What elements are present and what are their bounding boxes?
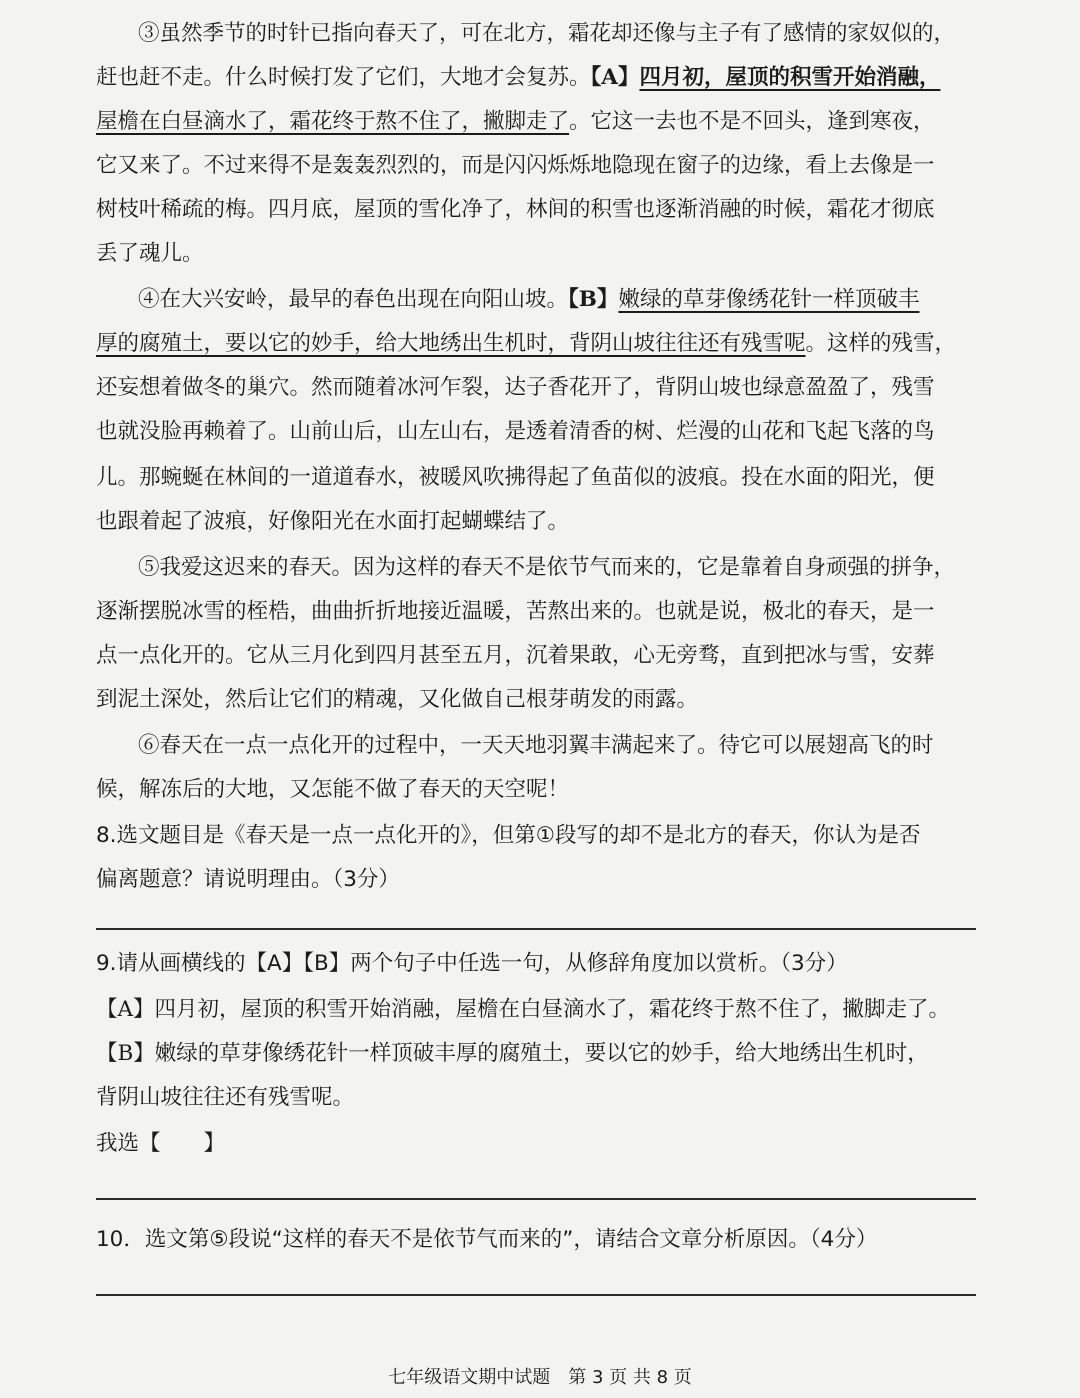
p4-line-6: 也跟着起了波痕，好像阳光在水面打起蝴蝶结了。 [96,509,570,534]
underlined-sentence-b-part1: 嫩绿的草芽像绣花针一样顶破丰 [618,287,920,312]
p4-line-1: ④在大兴安岭，最早的春色出现在向阳山坡。【B】嫩绿的草芽像绣花针一样顶破丰 [138,287,920,312]
underlined-sentence-a-part2: 屋檐在白昼滴水了，霜花终于熬不住了，撇脚走了 [96,109,570,134]
marker-b: 【B】 [568,287,619,312]
p4-line-2: 厚的腐殖土，要以它的妙手，给大地绣出生机时，背阴山坡往往还有残雪呢。这样的残雪， [96,331,957,356]
underlined-sentence-a-part1: 四月初，屋顶的积雪开始消融， [639,65,941,90]
p5-line-2: 逐渐摆脱冰雪的桎梏，曲曲折折地接近温暖，苦熬出来的。也就是说，极北的春天，是一 [96,599,935,624]
question-9-sentence-b-line-2: 背阴山坡往往还有残雪呢。 [96,1085,355,1110]
p3-line-5: 树枝叶稀疏的梅。四月底，屋顶的雪化净了，林间的积雪也逐渐消融的时候，霜花才彻底 [96,197,935,222]
p3-line-6: 丢了魂儿。 [96,241,204,266]
p3-line-1: ③虽然季节的时针已指向春天了，可在北方，霜花却还像与主子有了感情的家奴似的， [138,21,956,46]
question-8-line-1: 8.选文题目是《春天是一点一点化开的》，但第①段写的却不是北方的春天，你认为是否 [96,823,921,848]
question-9-choice[interactable]: 我选【 】 [96,1131,226,1156]
question-9-sentence-b-line-1: 【B】嫩绿的草芽像绣花针一样顶破丰厚的腐殖土，要以它的妙手，给大地绣出生机时， [96,1041,929,1066]
p5-line-4: 到泥土深处，然后让它们的精魂，又化做自己根芽萌发的雨露。 [96,687,699,712]
p5-line-1: ⑤我爱这迟来的春天。因为这样的春天不是依节气而来的，它是靠着自身顽强的拼争， [138,555,956,580]
question-8-line-2: 偏离题意？请说明理由。（3分） [96,867,400,892]
question-9-sentence-a: 【A】四月初，屋顶的积雪开始消融，屋檐在白昼滴水了，霜花终于熬不住了，撇脚走了。 [96,997,951,1022]
underlined-sentence-b-part2: 厚的腐殖土，要以它的妙手，给大地绣出生机时，背阴山坡往往还有残雪呢 [96,331,806,356]
p3-line-3: 屋檐在白昼滴水了，霜花终于熬不住了，撇脚走了。它这一去也不是不回头，逢到寒夜， [96,109,935,134]
p4-line-5: 儿。那蜿蜒在林间的一道道春水，被暖风吹拂得起了鱼苗似的波痕。投在水面的阳光，便 [96,465,935,490]
question-9-line-1: 9.请从画横线的【A】【B】两个句子中任选一句，从修辞角度加以赏析。（3分） [96,951,848,976]
answer-line-q10[interactable] [96,1294,976,1296]
marker-a: 【A】 [590,65,640,90]
p5-line-3: 点一点化开的。它从三月化到四月甚至五月，沉着果敢，心无旁骛，直到把冰与雪，安葬 [96,643,935,668]
p6-line-2: 候，解冻后的大地，又怎能不做了春天的天空呢！ [96,777,570,802]
p4-line-3: 还妄想着做冬的巢穴。然而随着冰河乍裂，达子香花开了，背阴山坡也绿意盈盈了，残雪 [96,375,935,400]
question-10-line-1: 10．选文第⑤段说“这样的春天不是依节气而来的”，请结合文章分析原因。（4分） [96,1227,878,1252]
answer-line-q8[interactable] [96,928,976,930]
p4-line-4: 也就没脸再赖着了。山前山后，山左山右，是透着清香的树、烂漫的山花和飞起飞落的鸟 [96,419,935,444]
answer-line-q9[interactable] [96,1198,976,1200]
page-footer: 七年级语文期中试题 第 3 页 共 8 页 [388,1367,692,1388]
p6-line-1: ⑥春天在一点一点化开的过程中，一天天地羽翼丰满起来了。待它可以展翅高飞的时 [138,733,934,758]
p3-line-4: 它又来了。不过来得不是轰轰烈烈的，而是闪闪烁烁地隐现在窗子的边缘，看上去像是一 [96,153,935,178]
p3-line-2: 赶也赶不走。什么时候打发了它们，大地才会复苏。【A】四月初，屋顶的积雪开始消融， [96,65,941,90]
